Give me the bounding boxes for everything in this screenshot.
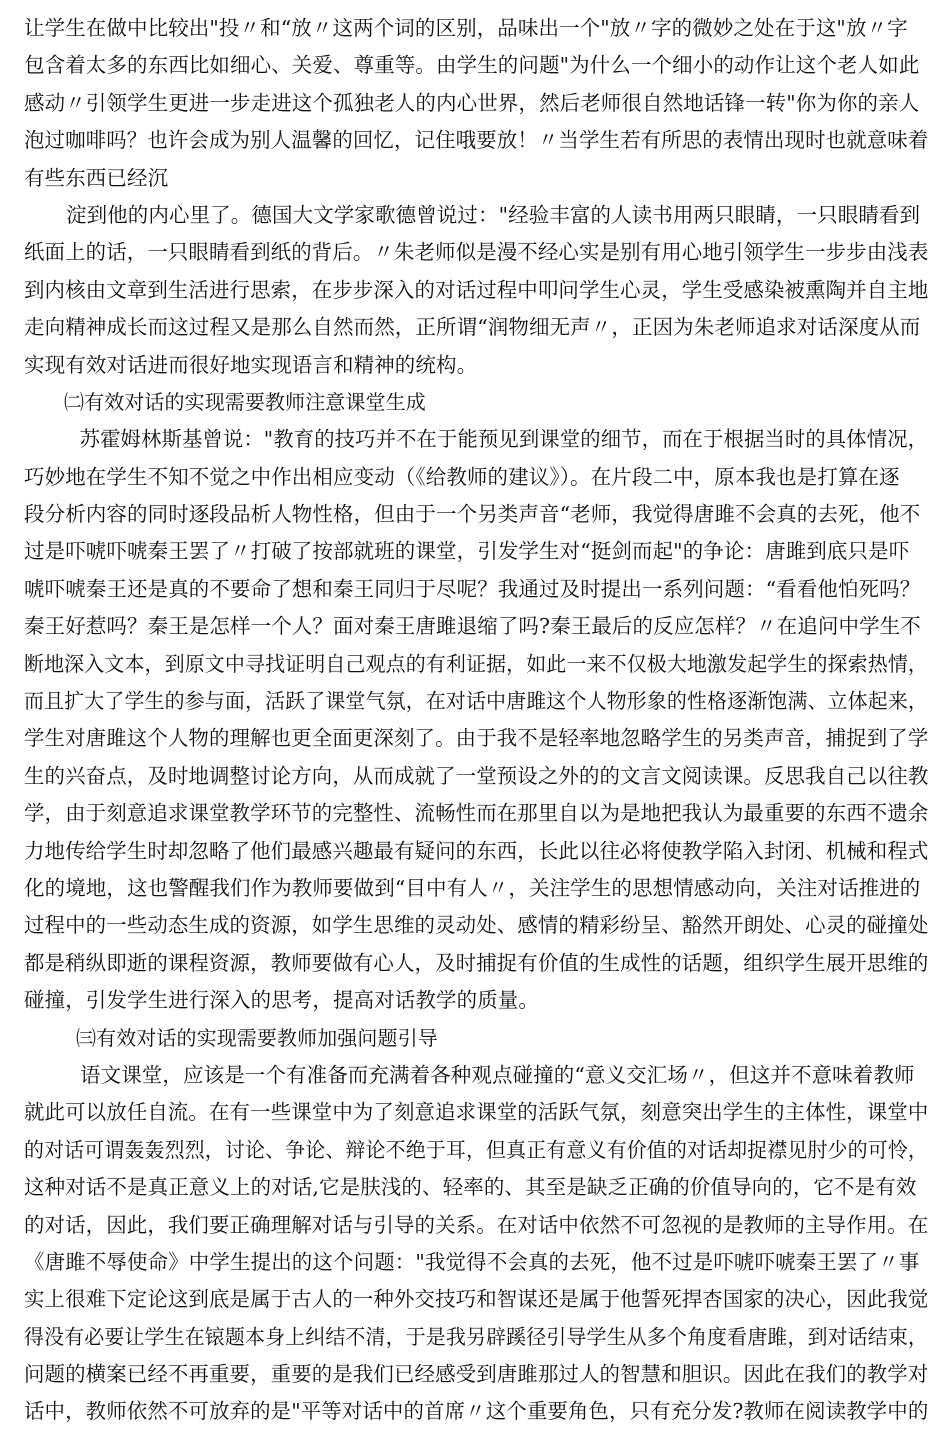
paragraph-start-line: 苏霍姆林斯基曾说："教育的技巧并不在于能预见到课堂的细节，而在于根据当时的具体情况， bbox=[79, 427, 929, 452]
text-line: 生的兴奋点，及时地调整讨论方向，从而成就了一堂预设之外的的文言文阅读课。反思我自己以往教 bbox=[24, 763, 929, 788]
text-line: 感动〃引领学生更进一步走进这个孤独老人的内心世界，然后老师很自然地话锋一转"你为你的亲人 bbox=[24, 90, 920, 115]
text-line: 就此可以放任自流。在有一些课堂中为了刻意追求课堂的活跃气氛，刻意突出学生的主体性，课堂中 bbox=[24, 1100, 929, 1125]
paragraph-start-line: 语文课堂，应该是一个有准备而充满着各种观点碰撞的“意义交汇场〃，但这并不意味着教师 bbox=[80, 1062, 915, 1087]
text-line: 巧妙地在学生不知不觉之中作出相应变动（《给教师的建议》）。在片段二中，原本我也是打算在逐 bbox=[24, 464, 900, 489]
text-line: 过程中的一些动态生成的资源，如学生思维的灵动处、感情的精彩纷呈、豁然开朗处、心灵的碰撞处 bbox=[24, 913, 929, 938]
text-line: 唬吓唬秦王还是真的不要命了想和秦王同归于尽呢？我通过及时提出一系列问题：“看看他怕死吗？ bbox=[24, 576, 921, 601]
text-line: 力地传给学生时却忽略了他们最感兴趣最有疑问的东西，长此以往必将使教学陷入封闭、机械和程式 bbox=[24, 838, 929, 863]
text-line: 《唐雎不辱使命》中学生提出的这个问题："我觉得不会真的去死，他不过是吓唬吓唬秦王罢了〃事 bbox=[24, 1249, 920, 1274]
document-page bbox=[24, 10, 928, 1431]
text-line: 实上很难下定论这到底是属于古人的一种外交技巧和智谋还是属于他誓死捍杏国家的决心，因此我觉 bbox=[24, 1287, 929, 1312]
text-line: 都是稍纵即逝的课程资源，教师要做有心人，及时捕捉有价值的生成性的话题，组织学生展开思维的 bbox=[24, 950, 929, 975]
section-heading-2: ㈡有效对话的实现需要教师注意课堂生成 bbox=[64, 389, 426, 414]
text-line: 泡过咖啡吗？也许会成为别人温馨的回忆，记住哦要放！〃当学生若有所思的表情出现时也就意味着 bbox=[24, 128, 929, 153]
text-line: 话中，教师依然不可放弃的是"平等对话中的首席〃这个重要角色，只有充分发?教师在阅读教学中的 bbox=[24, 1399, 929, 1424]
text-line: 学，由于刻意追求课堂教学环节的完整性、流畅性而在那里自以为是地把我认为最重要的东西不遗余 bbox=[24, 801, 929, 826]
text-line: 段分析内容的同时逐段品析人物性格，但由于一个另类声音“老师，我觉得唐雎不会真的去死，他不 bbox=[24, 502, 921, 527]
text-line: 让学生在做中比较出"投〃和“放〃这两个词的区别，品味出一个"放〃字的微妙之处在于这"放〃字 bbox=[24, 16, 908, 40]
paragraph-start-line: 淀到他的内心里了。德国大文学家歌德曾说过："经验丰富的人读书用两只眼睛，一只眼睛看到 bbox=[66, 202, 921, 227]
text-line: 包含着太多的东西比如细心、关爱、尊重等。由学生的问题"为什么一个细小的动作让这个老人如此 bbox=[24, 53, 920, 78]
text-line: 化的境地，这也警醒我们作为教师要做到“目中有人〃，关注学生的思想情感动向，关注对话推进的 bbox=[24, 875, 921, 900]
text-line: 纸面上的话，一只眼睛看到纸的背后。〃朱老师似是漫不经心实是别有用心地引领学生一步步由浅表 bbox=[24, 240, 929, 265]
text-line: 过是吓唬吓唬秦王罢了〃打破了按部就班的课堂，引发学生对“挺剑而起"的争论：唐雎到底只是吓 bbox=[24, 539, 910, 564]
text-line: 的对话，因此，我们要正确理解对话与引导的关系。在对话中依然不可忽视的是教师的主导作用。在 bbox=[24, 1212, 929, 1237]
text-line: 断地深入文本，到原文中寻找证明自己观点的有利证据，如此一来不仅极大地激发起学生的探索热情， bbox=[24, 651, 928, 676]
text-line: 有些东西已经沉 bbox=[24, 165, 169, 190]
text-line: 的对话可谓轰轰烈烈，讨论、争论、辩论不绝于耳，但真正有意义有价值的对话却捉襟见肘少的可怜， bbox=[24, 1137, 928, 1162]
text-line: 到内核由文章到生活进行思索，在步步深入的对话过程中叩问学生心灵，学生受感染被熏陶并自主地 bbox=[24, 277, 929, 302]
text-line: 碰撞，引发学生进行深入的思考，提高对话教学的质量。 bbox=[24, 988, 539, 1013]
text-line: 得没有必要让学生在锿题本身上纠结不清，于是我另辟蹊径引导学生从多个角度看唐雎，到对话结束， bbox=[24, 1324, 928, 1349]
text-line: 实现有效对话进而很好地实现语言和精神的统构。 bbox=[24, 352, 478, 377]
text-line: 而且扩大了学生的参与面，活跃了课堂气氛，在对话中唐雎这个人物形象的性格逐渐饱满、立体起来， bbox=[24, 689, 928, 714]
text-line: 学生对唐雎这个人物的理解也更全面更深刻了。由于我不是轻率地忽略学生的另类声音，捕捉到了学 bbox=[24, 726, 929, 751]
text-line: 这种对话不是真正意义上的对话,它是肤浅的、轻率的、其至是缺乏正确的价值导向的，它不是有效 bbox=[24, 1175, 917, 1200]
text-line: 秦王好惹吗？秦王是怎样一个人？面对秦王唐雎退缩了吗?秦王最后的反应怎样？〃在追问中学生不 bbox=[24, 614, 921, 639]
section-heading-3: ㈢有效对话的实现需要教师加强问题引导 bbox=[76, 1025, 438, 1050]
text-line: 问题的横案已经不再重要，重要的是我们已经感受到唐雎那过人的智慧和胆识。因此在我们的教学对 bbox=[24, 1362, 929, 1387]
text-line: 走向精神成长而这过程又是那么自然而然，正所谓“润物细无声〃，正因为朱老师追求对话深度从而 bbox=[24, 315, 921, 340]
